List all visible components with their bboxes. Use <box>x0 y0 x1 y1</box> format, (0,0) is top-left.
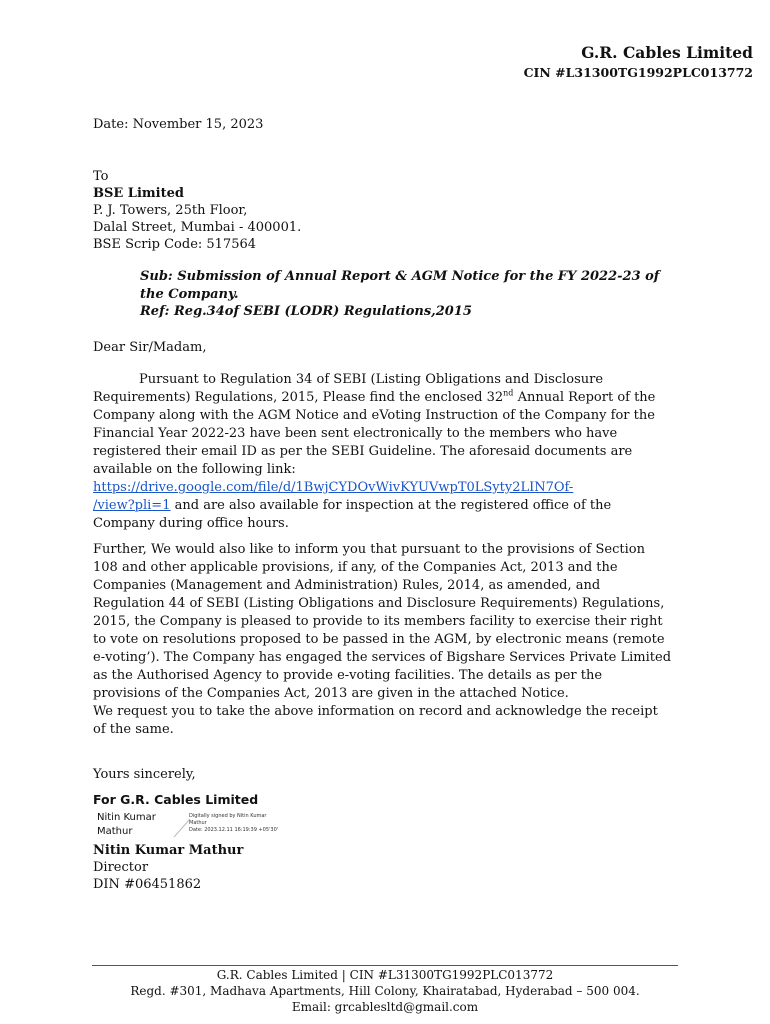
footer-line-1: G.R. Cables Limited | CIN #L31300TG1992PLC013772 <box>216 968 554 982</box>
letter-date: Date: November 15, 2023 <box>93 117 264 132</box>
company-name: G.R. Cables Limited <box>581 43 753 62</box>
subject-ref: Ref: Reg.34of SEBI (LODR) Regulations,2015 <box>140 304 472 319</box>
para1-text-c: and are also available for inspection at the registered office of the Company during office hours. <box>93 498 612 531</box>
signature-digital-line-1: Digitally signed by Nitin Kumar <box>189 813 267 819</box>
document-link-part-1: https://drive.google.com/file/d/1BwjCYDOvWivKYUVwpT0LSyty2LIN7Of- <box>93 480 574 495</box>
signatory-designation: Director <box>93 860 149 875</box>
signature-name-line-1: Nitin Kumar <box>97 812 156 823</box>
para2-text: Further, We would also like to inform you that pursuant to the provisions of Section 108 and other applicable provisions, if any, of the Companies Act, 2013 and the Companies (Management and Administration) Rules, 2014, as amended, and Regulation 44 of SEBI (Listing Obligations and Disclosure Requirements) Regulations, 2015, the Company is pleased to provide to its members facility to exercise their right to vote on resolutions proposed to be passed in the AGM, by electronic means (remote e-voting’). The Company has engaged the services of Bigshare Services Private Limited as the Authorised Agency to provide e-voting facilities. The details as per the provisions of the Companies Act, 2013 are given in the attached Notice. <box>93 542 672 701</box>
para1-superscript: nd <box>503 388 514 398</box>
closing-for-company: For G.R. Cables Limited <box>93 792 259 807</box>
footer-divider <box>92 965 678 966</box>
subject-line-1: Sub: Submission of Annual Report & AGM Notice for the FY 2022-23 of <box>140 269 660 284</box>
company-cin: CIN #L31300TG1992PLC013772 <box>523 65 753 80</box>
footer-email: Email: grcablesltd@gmail.com <box>291 1000 479 1014</box>
footer-line-2: Regd. #301, Madhava Apartments, Hill Colony, Khairatabad, Hyderabad – 500 004. <box>130 984 640 998</box>
closing-yours: Yours sincerely, <box>93 767 196 782</box>
body-paragraph-1 <box>93 371 673 533</box>
recipient-address-1: P. J. Towers, 25th Floor, <box>93 203 248 218</box>
para1-text-b: Annual Report of the Company along with the AGM Notice and eVoting Instruction of the Company for the Financial Year 2022-23 have been sent electronically to the members who have registered their email ID as per the SEBI Guideline. The aforesaid documents are available on the following link: <box>93 390 656 477</box>
signature-digital-line-2: Mathur <box>189 820 207 826</box>
signatory-name: Nitin Kumar Mathur <box>93 843 244 858</box>
digital-signature-details <box>189 813 278 834</box>
signature-digital-line-3: Date: 2023.12.11 16:19:39 +05'30' <box>189 827 279 833</box>
para3-text: We request you to take the above information on record and acknowledge the receipt of the same. <box>93 704 658 737</box>
recipient-scrip-code: BSE Scrip Code: 517564 <box>93 237 257 252</box>
recipient-to: To <box>93 169 109 184</box>
document-link-part-2: /view?pli=1 <box>93 498 171 513</box>
body-paragraph-2 <box>93 541 673 739</box>
salutation: Dear Sir/Madam, <box>93 340 207 355</box>
signatory-din: DIN #06451862 <box>93 877 202 892</box>
signature-name-line-2: Mathur <box>97 826 133 837</box>
digital-signature-name <box>97 811 156 839</box>
para1-text-a: Pursuant to Regulation 34 of SEBI (Listing Obligations and Disclosure Requirements) Regulations, 2015, Please find the enclosed 32 <box>93 372 604 405</box>
subject-line-2: the Company. <box>140 286 239 302</box>
subject-block <box>140 268 680 321</box>
recipient-address-2: Dalal Street, Mumbai - 400001. <box>93 220 302 235</box>
recipient-name: BSE Limited <box>93 186 184 201</box>
